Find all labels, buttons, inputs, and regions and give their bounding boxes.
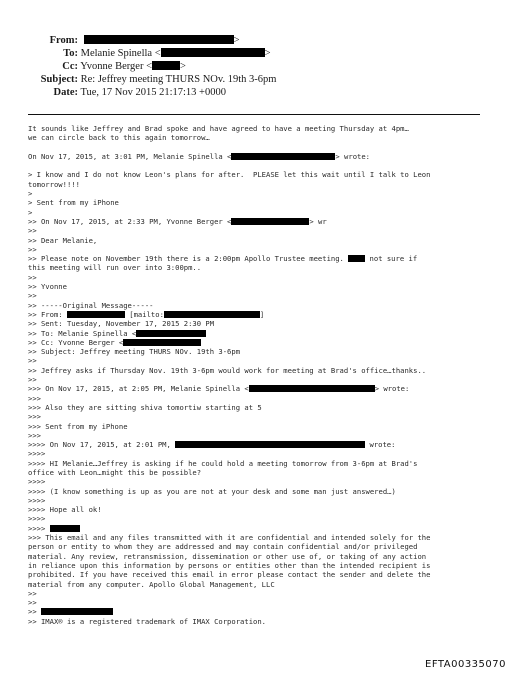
redaction (123, 339, 201, 346)
header-date (0, 86, 300, 99)
body-line (28, 161, 498, 170)
subject-value: Re: Jeffrey meeting THURS NOv. 19th 3-6pm (80, 74, 277, 85)
body-line: material from any computer. Apollo Global Management, LLC (28, 579, 275, 589)
header-subject (0, 73, 300, 86)
date-label: Date: (53, 87, 78, 98)
cc-value: Yvonne Berger < (80, 61, 152, 72)
body-line: >>>> (28, 477, 46, 487)
body-line: > Sent from my iPhone (28, 198, 119, 208)
redaction (231, 218, 309, 225)
body-line: >> (28, 598, 37, 608)
redaction (67, 311, 125, 318)
body-line: >>>> (28, 514, 46, 524)
body-line: >>>> (28, 495, 46, 505)
body-line: >>>> (28, 449, 46, 459)
body-line: >> Dear Melanie, (28, 235, 98, 245)
body-line (28, 143, 498, 152)
body-line: >> (28, 356, 37, 366)
email-body (28, 124, 498, 626)
body-line: >>>> (28, 524, 498, 533)
redaction (175, 441, 365, 448)
body-line: >> (28, 226, 37, 236)
header-from: From: > (0, 34, 300, 47)
body-line: >> (28, 588, 37, 598)
redaction (152, 61, 180, 70)
redaction (136, 330, 206, 337)
body-line: >> On Nov 17, 2015, at 2:33 PM, Yvonne Berger < > wr (28, 216, 327, 226)
body-line: tomorrow!!!! (28, 179, 80, 189)
body-line: >> (28, 607, 498, 616)
body-line: >> (28, 272, 37, 282)
body-line: >>> (28, 430, 41, 440)
to-value: Melanie Spinella < (80, 48, 161, 59)
body-line: >>>> On Nov 17, 2015, at 2:01 PM, wrote: (28, 440, 396, 450)
body-line: On Nov 17, 2015, at 3:01 PM, Melanie Spinella < > wrote: (28, 151, 371, 161)
body-line: >> Jeffrey asks if Thursday Nov. 19th 3-6pm would work for meeting at Brad's office…thanks.. (28, 365, 427, 375)
subject-label: Subject: (40, 74, 78, 85)
redaction (249, 385, 375, 392)
body-line: person or entity to whom they are addressed and may contain confidential and/or privileged (28, 542, 418, 552)
header-divider (28, 114, 480, 115)
body-line: It sounds like Jeffrey and Brad spoke and have agreed to have a meeting Thursday at 4pm… (28, 124, 409, 133)
body-line: in reliance upon this information by persons or entities other than the intended recipient is (28, 560, 431, 570)
body-line: material. Any review, retransmission, dissemination or other use of, or taking of any action (28, 551, 427, 561)
body-line: >>> (28, 393, 41, 403)
from-label: From: (49, 35, 78, 46)
to-label: To: (63, 48, 78, 59)
body-line: prohibited. If you have received this email in error please contact the sender and delete the (28, 570, 431, 580)
body-line: >> -----Original Message----- (28, 300, 154, 310)
redaction (164, 311, 260, 318)
body-line: >>>> HI Melanie…Jeffrey is asking if he could hold a meeting tomorrow from 3-6pm at Brad's (28, 458, 418, 468)
body-line: >> Cc: Yvonne Berger < (28, 338, 498, 347)
body-line: >>> This email and any files transmitted with it are confidential and intended solely for the (28, 533, 431, 543)
body-line: > (28, 207, 33, 217)
body-line: >>>> Hope all ok! (28, 505, 102, 515)
body-line: >> Sent: Tuesday, November 17, 2015 2:30 PM (28, 319, 215, 329)
body-line: >> (28, 291, 37, 301)
body-line: >> Subject: Jeffrey meeting THURS NOv. 19th 3-6pm (28, 347, 241, 357)
header-to: To: Melanie Spinella < > (0, 47, 300, 60)
body-line: >> Please note on November 19th there is a 2:00pm Apollo Trustee meeting. not sure if (28, 254, 418, 264)
body-line: >>>> (I know something is up as you are not at your desk and some man just answered…) (28, 486, 396, 496)
header-cc: Cc: Yvonne Berger < > (0, 60, 300, 73)
body-line: > I know and I do not know Leon's plans for after. PLEASE let this wait until I talk to Leon (28, 170, 431, 180)
body-line: office with Leon…might this be possible? (28, 467, 202, 477)
body-line: we can circle back to this again tomorrow… (28, 133, 210, 143)
redaction (231, 153, 335, 160)
redaction (50, 525, 80, 532)
redaction (41, 608, 113, 615)
body-line: >> IMAX® is a registered trademark of IMAX Corporation. (28, 616, 266, 626)
date-value: Tue, 17 Nov 2015 21:17:13 +0000 (80, 87, 226, 98)
body-line: >> To: Melanie Spinella < (28, 329, 498, 338)
body-line: this meeting will run over into 3:00pm.. (28, 263, 202, 273)
body-line: >> (28, 244, 37, 254)
bates-number: EFTA00335070 (425, 659, 506, 670)
body-line: >>> Also they are sitting shiva tomortiw starting at 5 (28, 402, 262, 412)
body-line: >> (28, 375, 37, 385)
body-line: >> From: [mailto: ] (28, 309, 265, 319)
body-line: >> Yvonne (28, 282, 67, 292)
body-line: >>> (28, 412, 41, 422)
body-line: > (28, 189, 33, 199)
redaction (348, 255, 365, 262)
redaction (84, 35, 234, 44)
body-line: >>> On Nov 17, 2015, at 2:05 PM, Melanie Spinella < > wrote: (28, 384, 410, 394)
cc-label: Cc: (62, 61, 78, 72)
redaction (161, 48, 265, 57)
body-line: >>> Sent from my iPhone (28, 421, 128, 431)
